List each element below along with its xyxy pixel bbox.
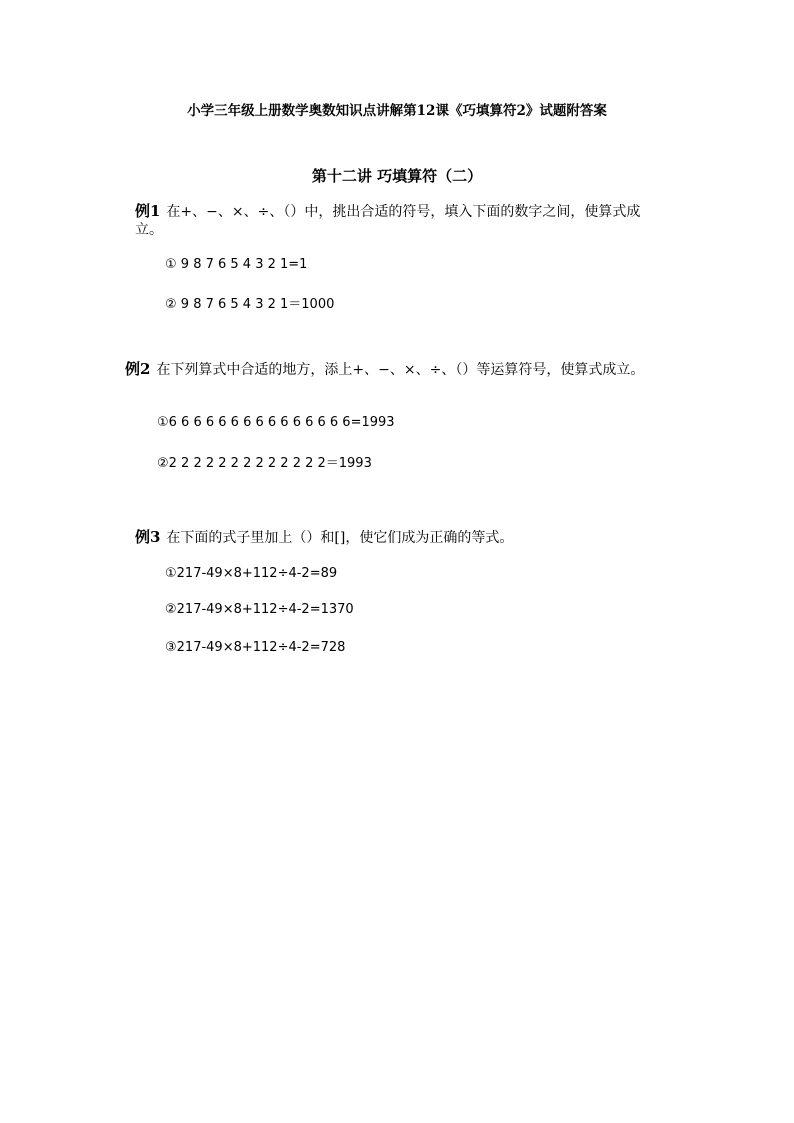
document-title: 小学三年级上册数学奥数知识点讲解第12课《巧填算符2》试题附答案 [187,103,607,119]
example-text: 在+、−、×、÷、（）中，挑出合适的符号，填入下面的数字之间，使算式成立。 [135,204,641,238]
example-text: 在下列算式中合适的地方，添上+、−、×、÷、（）等运算符号，使算式成立。 [156,362,645,378]
example-2-item-1: ①6 6 6 6 6 6 6 6 6 6 6 6 6 6 6=1993 [157,415,395,430]
example-1-item-1: ① 9 8 7 6 5 4 3 2 1=1 [165,257,308,272]
example-label: 例1 [135,202,161,220]
example-text: 在下面的式子里加上（）和[]，使它们成为正确的等式。 [166,530,514,546]
example-1-item-2: ② 9 8 7 6 5 4 3 2 1＝1000 [165,297,335,312]
example-label: 例3 [135,528,161,546]
example-label: 例2 [125,360,151,378]
lecture-title: 第十二讲 巧填算符（二） [311,167,483,185]
example-1 [135,202,665,239]
example-3-item-3: ③217-49×8+112÷4-2=728 [165,640,346,655]
example-2-item-2: ②2 2 2 2 2 2 2 2 2 2 2 2 2＝1993 [157,456,372,471]
example-2 [125,360,675,379]
example-3 [135,528,665,547]
example-3-item-2: ②217-49×8+112÷4-2=1370 [165,602,354,617]
example-3-item-1: ①217-49×8+112÷4-2=89 [165,566,338,581]
